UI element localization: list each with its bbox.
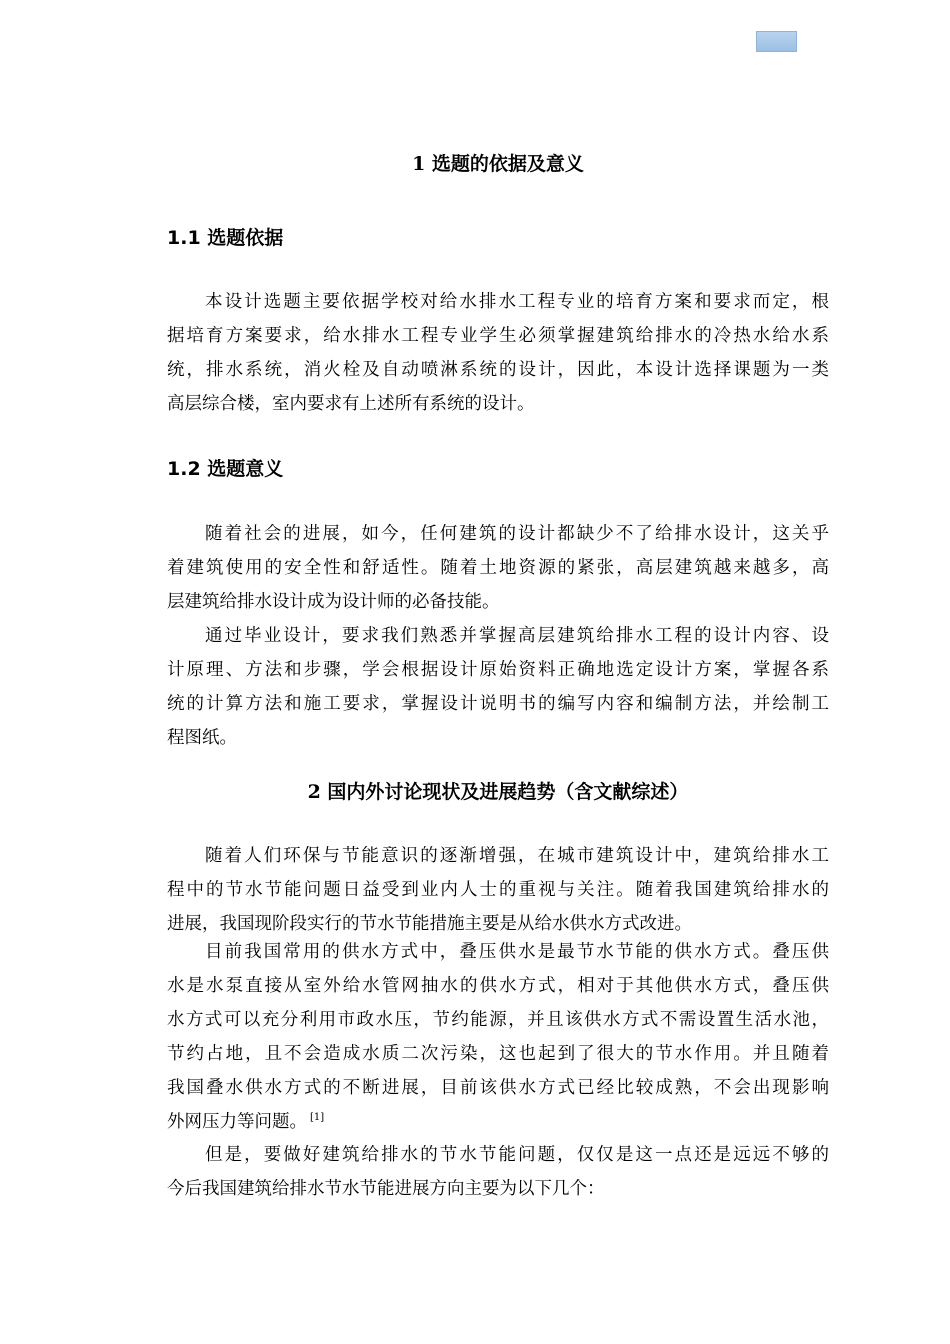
section-1-title: 1 选题的依据及意义 — [412, 153, 584, 175]
text-line: 我国叠水供水方式的不断进展，目前该供水方式已经比较成熟，不会出现影响 — [167, 1078, 829, 1098]
text-line: 节约占地，且不会造成水质二次污染，这也起到了很大的节水作用。并且随着 — [167, 1044, 829, 1064]
text-line: 水是水泵直接从室外给水管网抽水的供水方式，相对于其他供水方式，叠压供 — [167, 976, 829, 996]
section-1-2-heading: 1.2 选题意义 — [167, 458, 284, 480]
section-2-paragraph-3 — [167, 1138, 829, 1206]
text-line: 但是，要做好建筑给排水的节水节能问题，仅仅是这一点还是远远不够的 — [205, 1145, 829, 1165]
section-2-paragraph-1 — [167, 839, 829, 941]
text-line: 层建筑给排水设计成为设计师的必备技能。 — [167, 592, 500, 612]
section-1-2-paragraph-1 — [167, 517, 829, 619]
section-1-2-paragraph-2 — [167, 619, 829, 755]
text-line: 高层综合楼，室内要求有上述所有系统的设计。 — [167, 394, 535, 414]
text-line — [167, 1105, 829, 1139]
text-line: 随着社会的进展，如今，任何建筑的设计都缺少不了给排水设计，这关乎 — [205, 524, 829, 544]
text-line: 统的计算方法和施工要求，掌握设计说明书的编写内容和编制方法，并绘制工 — [167, 694, 829, 714]
text-line: 着建筑使用的安全性和舒适性。随着土地资源的紧张，高层建筑越来越多，高 — [167, 558, 829, 578]
text-line: 程图纸。 — [167, 728, 237, 748]
text-line: 目前我国常用的供水方式中，叠压供水是最节水节能的供水方式。叠压供 — [205, 942, 829, 962]
section-1-1-heading: 1.1 选题依据 — [167, 227, 284, 249]
section-2-title: 2 国内外讨论现状及进展趋势（含文献综述） — [307, 781, 689, 803]
text-line: 随着人们环保与节能意识的逐渐增强，在城市建筑设计中，建筑给排水工 — [205, 846, 829, 866]
citation-marker: [1] — [310, 1112, 325, 1123]
text-line: 统，排水系统，消火栓及自动喷淋系统的设计，因此，本设计选择课题为一类 — [167, 360, 829, 380]
text-line: 今后我国建筑给排水节水节能进展方向主要为以下几个： — [167, 1179, 605, 1199]
section-1-1-paragraph — [167, 285, 829, 421]
section-2-paragraph-2 — [167, 935, 829, 1139]
text-line: 计原理、方法和步骤，学会根据设计原始资料正确地选定设计方案，掌握各系 — [167, 660, 829, 680]
page-corner-tab — [756, 31, 797, 52]
text-line: 据培育方案要求，给水排水工程专业学生必须掌握建筑给排水的冷热水给水系 — [167, 326, 829, 346]
text-line: 进展，我国现阶段实行的节水节能措施主要是从给水供水方式改进。 — [167, 914, 692, 934]
text-line: 水方式可以充分利用市政水压，节约能源，并且该供水方式不需设置生活水池， — [167, 1010, 829, 1030]
text-line: 通过毕业设计，要求我们熟悉并掌握高层建筑给排水工程的设计内容、设 — [205, 626, 829, 646]
text-line: 程中的节水节能问题日益受到业内人士的重视与关注。随着我国建筑给排水的 — [167, 880, 829, 900]
text-line-content: 外网压力等问题。 — [167, 1112, 307, 1132]
text-line: 本设计选题主要依据学校对给水排水工程专业的培育方案和要求而定，根 — [205, 292, 829, 312]
